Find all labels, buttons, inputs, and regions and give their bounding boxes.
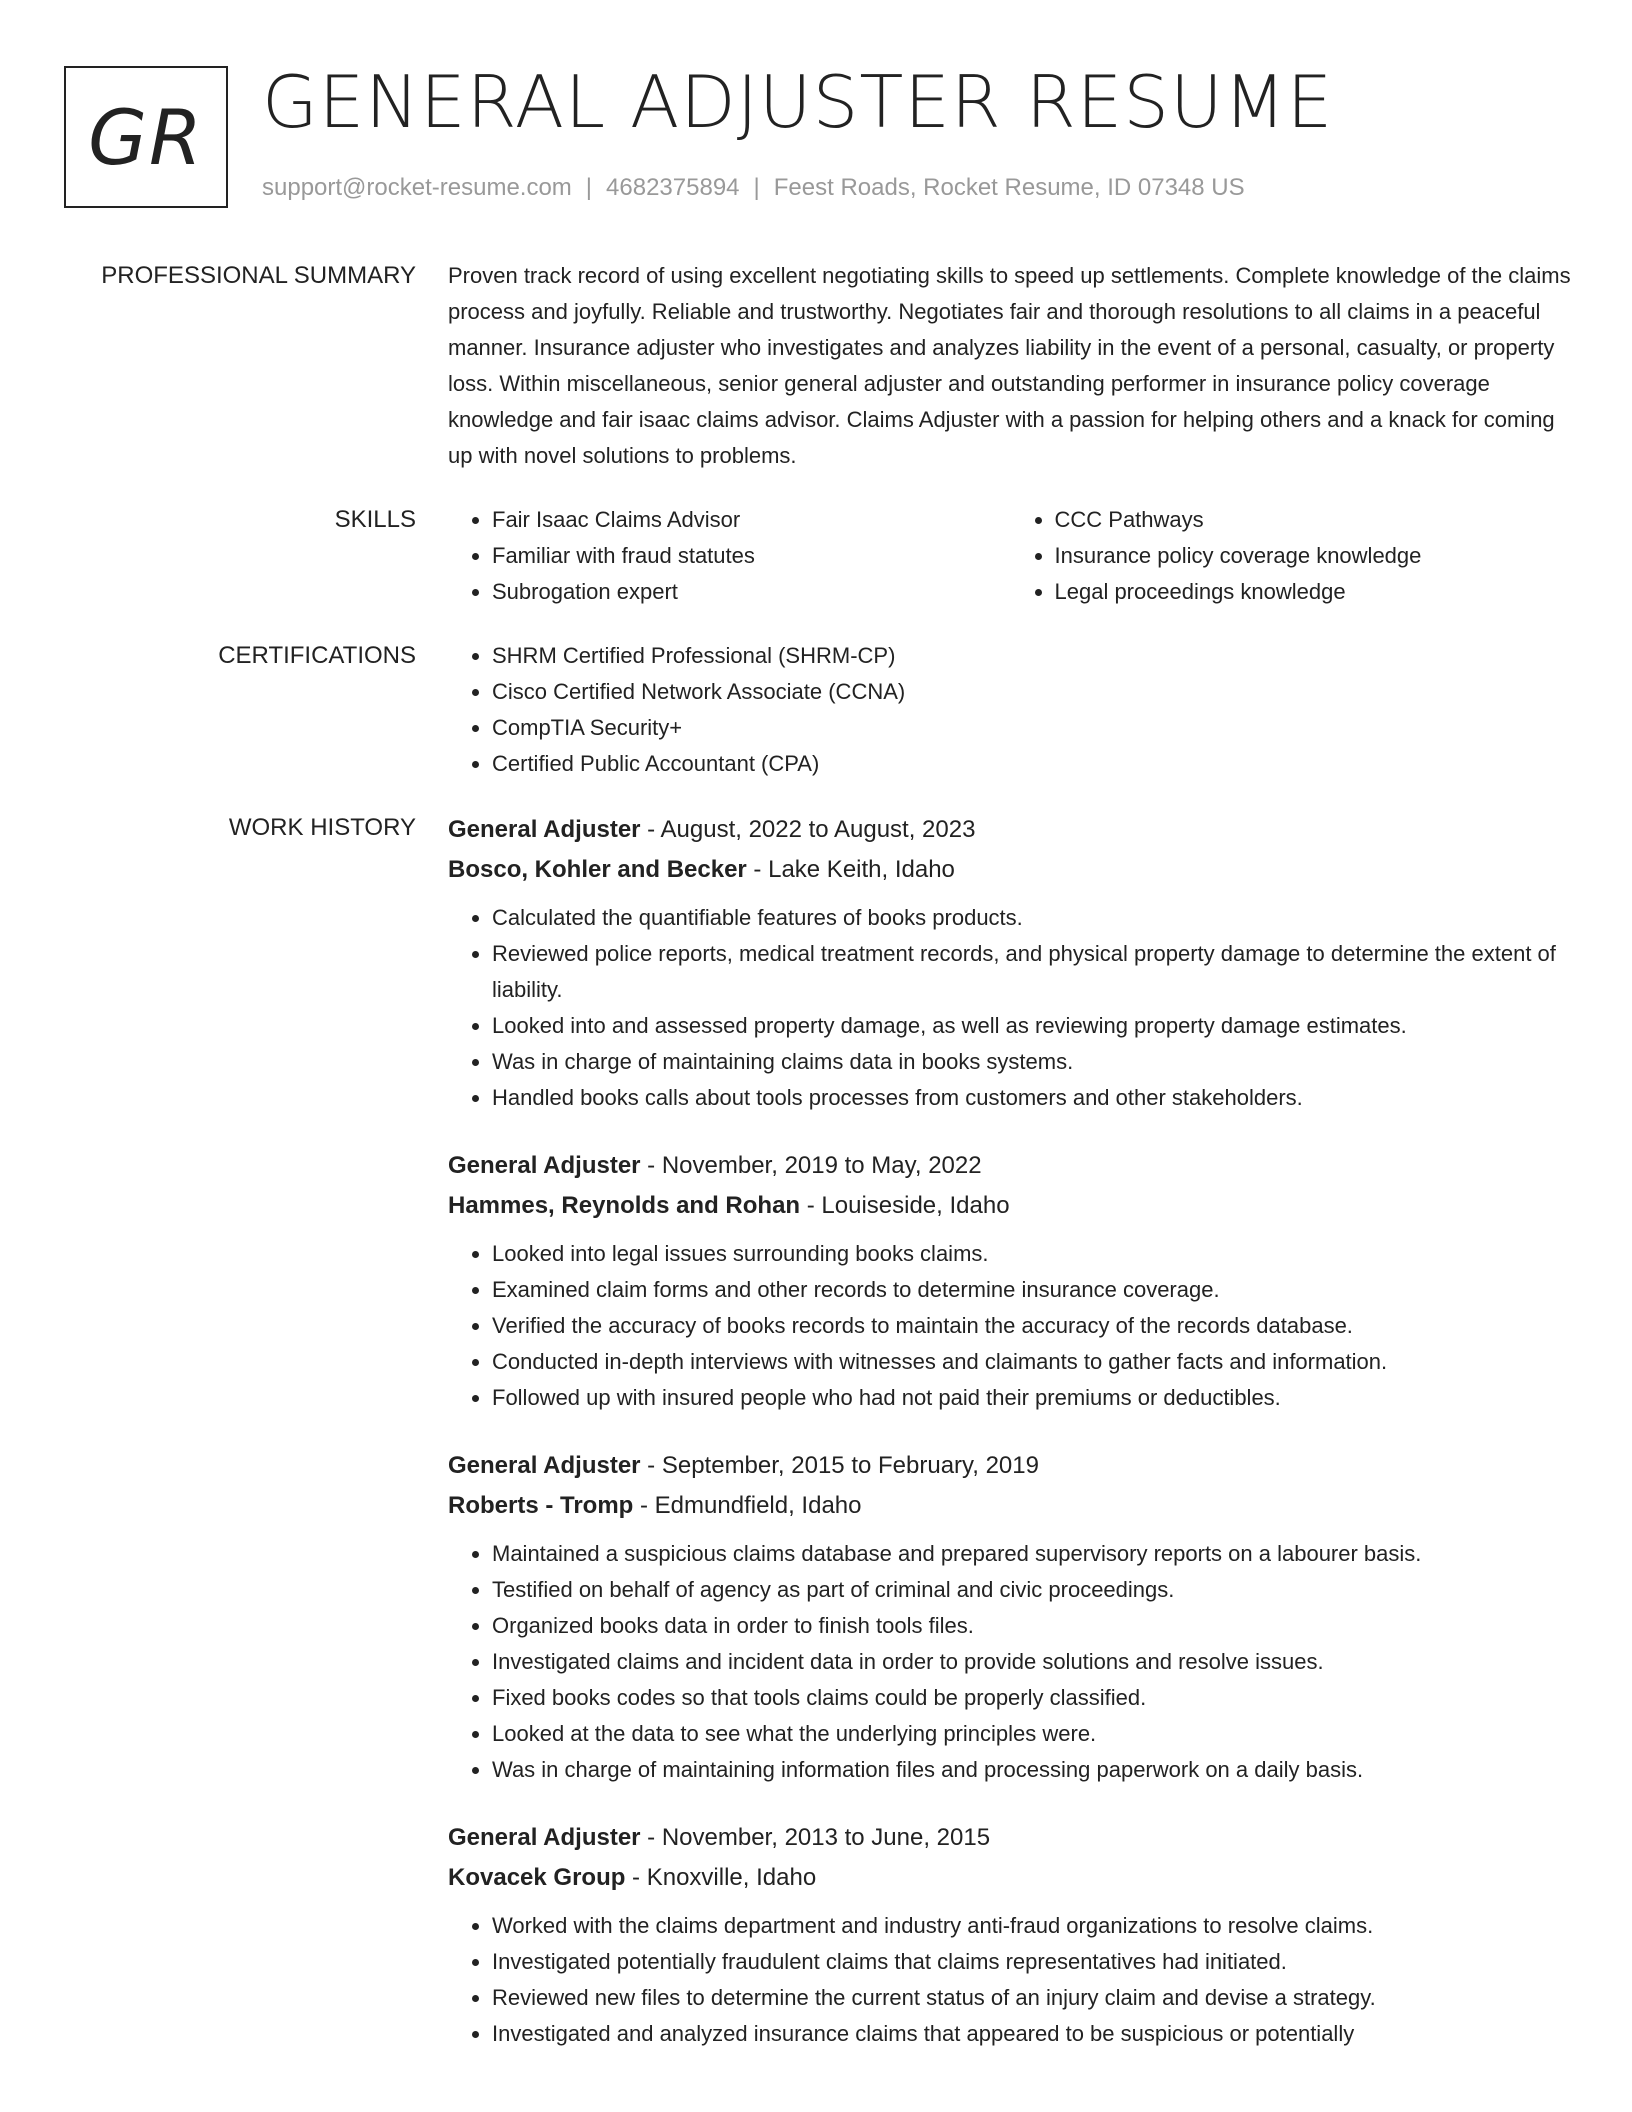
resume-body (0, 258, 1632, 2110)
job-entry (448, 1146, 1573, 1416)
skill-item: • CCC Pathways (1055, 502, 1574, 538)
job-company: Kovacek Group (448, 1864, 626, 1891)
job-company-line (448, 1858, 1573, 1898)
job-bullet: • Looked at the data to see what the underlying principles were. (492, 1716, 1573, 1752)
job-bullet: • Reviewed police reports, medical treatment records, and physical property damage to determine the extent of liability. (492, 936, 1573, 1008)
job-location: - Knoxville, Idaho (625, 1864, 817, 1891)
job-company-line (448, 1186, 1573, 1226)
work-history-heading: WORK HISTORY (228, 814, 416, 841)
job-bullets (448, 1536, 1573, 1788)
job-bullet: • Looked into and assessed property damage, as well as reviewing property damage estimates. (492, 1008, 1573, 1044)
job-entry (448, 1446, 1573, 1788)
job-bullet: • Calculated the quantifiable features of books products. (492, 900, 1573, 936)
certification-item: • CompTIA Security+ (492, 710, 1573, 746)
contact-phone[interactable]: 4682375894 (606, 174, 740, 201)
job-company: Bosco, Kohler and Becker (448, 856, 747, 883)
job-bullet: • Looked into legal issues surrounding books claims. (492, 1236, 1573, 1272)
job-bullet: • Investigated claims and incident data in order to provide solutions and resolve issues. (492, 1644, 1573, 1680)
job-location: - Lake Keith, Idaho (746, 856, 955, 883)
skill-item: • Insurance policy coverage knowledge (1055, 538, 1574, 574)
job-title-line (448, 1146, 1573, 1186)
skills-list-left (448, 502, 1011, 610)
job-bullet: • Was in charge of maintaining claims data in books systems. (492, 1044, 1573, 1080)
job-title-line (448, 1818, 1573, 1858)
job-role: General Adjuster (448, 1152, 641, 1179)
certification-item: • SHRM Certified Professional (SHRM-CP) (492, 638, 1573, 674)
job-location: - Edmundfield, Idaho (633, 1492, 862, 1519)
job-location: - Louiseside, Idaho (800, 1192, 1010, 1219)
resume-title: GENERAL ADJUSTER RESUME (262, 60, 1334, 144)
job-company: Roberts - Tromp (448, 1492, 634, 1519)
certifications-section (0, 638, 1632, 782)
job-bullet: • Followed up with insured people who had not paid their premiums or deductibles. (492, 1380, 1573, 1416)
skills-section (0, 502, 1632, 610)
skill-item: • Familiar with fraud statutes (492, 538, 1011, 574)
summary-text: Proven track record of using excellent negotiating skills to speed up settlements. Complete knowledge of the claims process and joyfully. Reliable and trustworthy. Negotiates fair and thorough resolutions to all claims in a peaceful manner. Insurance adjuster who investigates and analyzes liability in the event of a personal, casualty, or property loss. Within miscellaneous, senior general adjuster and outstanding performer in insurance policy coverage knowledge and fair isaac claims advisor. Claims Adjuster with a passion for helping others and a knack for coming up with novel solutions to problems. (448, 263, 1571, 468)
job-bullet: • Testified on behalf of agency as part of criminal and civic proceedings. (492, 1572, 1573, 1608)
job-role: General Adjuster (448, 816, 641, 843)
contact-email[interactable]: support@rocket-resume.com (262, 174, 572, 201)
skills-heading: SKILLS (334, 506, 416, 533)
job-bullets (448, 900, 1573, 1116)
job-entry (448, 810, 1573, 1116)
skill-item: • Fair Isaac Claims Advisor (492, 502, 1011, 538)
job-bullet: • Was in charge of maintaining information files and processing paperwork on a daily basis. (492, 1752, 1573, 1788)
job-title-line (448, 810, 1573, 850)
certifications-heading: CERTIFICATIONS (218, 642, 416, 669)
job-bullet: • Handled books calls about tools processes from customers and other stakeholders. (492, 1080, 1573, 1116)
job-bullet: • Conducted in-depth interviews with witnesses and claimants to gather facts and information. (492, 1344, 1573, 1380)
job-bullet: • Fixed books codes so that tools claims could be properly classified. (492, 1680, 1573, 1716)
job-company: Hammes, Reynolds and Rohan (448, 1192, 801, 1219)
job-title-line (448, 1446, 1573, 1486)
job-bullet: • Investigated and analyzed insurance claims that appeared to be suspicious or potentially (492, 2016, 1573, 2052)
monogram-initials: GR (88, 92, 204, 182)
job-bullet: • Investigated potentially fraudulent claims that claims representatives had initiated. (492, 1944, 1573, 1980)
contact-address: Feest Roads, Rocket Resume, ID 07348 US (773, 174, 1245, 201)
skill-item: • Subrogation expert (492, 574, 1011, 610)
job-bullet: • Reviewed new files to determine the current status of an injury claim and devise a strategy. (492, 1980, 1573, 2016)
job-bullet: • Maintained a suspicious claims database and prepared supervisory reports on a labourer basis. (492, 1536, 1573, 1572)
job-bullets (448, 1908, 1573, 2052)
job-bullet: • Examined claim forms and other records to determine insurance coverage. (492, 1272, 1573, 1308)
skills-list-right (1011, 502, 1574, 610)
certification-item: • Cisco Certified Network Associate (CCNA) (492, 674, 1573, 710)
job-company-line (448, 850, 1573, 890)
contact-separator: | (753, 174, 760, 201)
monogram-logo (64, 66, 228, 208)
job-role: General Adjuster (448, 1452, 641, 1479)
certification-item: • Certified Public Accountant (CPA) (492, 746, 1573, 782)
job-bullet: • Worked with the claims department and industry anti-fraud organizations to resolve claims. (492, 1908, 1573, 1944)
job-dates: - November, 2019 to May, 2022 (640, 1152, 982, 1179)
contact-line (262, 174, 1245, 202)
skill-item: • Legal proceedings knowledge (1055, 574, 1574, 610)
summary-heading: PROFESSIONAL SUMMARY (101, 262, 416, 289)
job-entry (448, 1818, 1573, 2052)
contact-separator: | (585, 174, 593, 201)
job-dates: - November, 2013 to June, 2015 (640, 1824, 991, 1851)
work-history-section (0, 810, 1632, 2082)
job-bullet: • Organized books data in order to finish tools files. (492, 1608, 1573, 1644)
job-role: General Adjuster (448, 1824, 641, 1851)
job-dates: - August, 2022 to August, 2023 (640, 816, 976, 843)
job-company-line (448, 1486, 1573, 1526)
job-dates: - September, 2015 to February, 2019 (640, 1452, 1039, 1479)
summary-section (0, 258, 1632, 474)
certifications-list (448, 638, 1573, 782)
job-bullet: • Verified the accuracy of books records to maintain the accuracy of the records database. (492, 1308, 1573, 1344)
job-bullets (448, 1236, 1573, 1416)
